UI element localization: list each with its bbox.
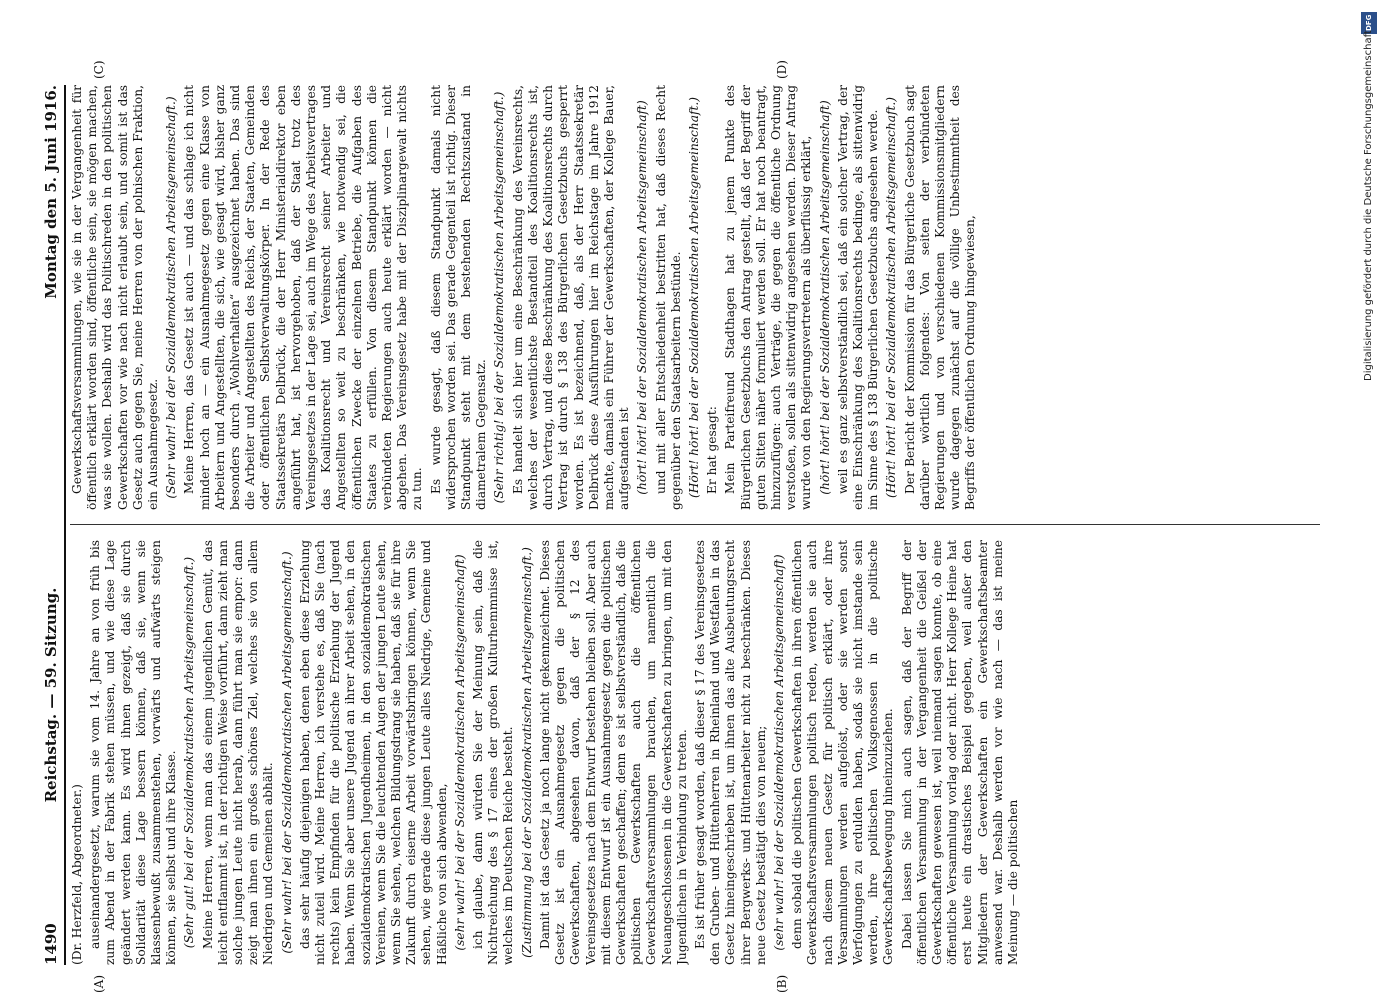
interjection: (hört! hört! bei der Sozialdemokratischen Arbeitsgemeinschaft) [817,100,832,495]
credit-text: Digitalisierung gefördert durch die Deutsche Forschungsgemeinschaft [1363,30,1374,381]
paragraph: Mein Parteifreund Stadthagen hat zu jenem Punkte des Bürgerlichen Gesetzbuchs den Antrag gestellt, daß der Begriff der guten Sitten näher formuliert werden soll. Er hat noch beantragt, hinzuzufügen: auch Verträge, die gegen die öffentliche Ordnung verstoßen, sollen als sittenwidrig angesehen werden. Dieser Antrag wurde von den Regierungsvertretern als überflüssig erklärt, [723,85,814,510]
margin-marker-b: (B) [775,974,789,993]
paragraph: Es ist früher gesagt worden, daß dieser § 17 des Vereinsgesetzes den Gruben- und Hüttenherren in Rheinland und Westfalen in das Gesetz hineingeschrieben ist, um ihnen das alte Ausbeutungsrecht ihrer Bergwerks- und Hüttenarbeiter nicht zu beschränken. Dieses neue Gesetz bestätigt dies von neuem; [692,540,768,965]
dfg-logo-text: DFG [1365,14,1373,32]
page-number: 1490 [42,923,60,965]
paragraph: auseinandergesetzt, warum sie vom 14. Jahre an von früh bis zum Abend in der Fabrik stehen müssen, und wie diese Lage geändert werden kann. Es wird ihnen gezeigt, daß sie durch Solidarität diese Lage bessern können, daß sie, wenn sie klassenbewußt zusammenstehen, vorwärts und aufwärts steigen können, sie selbst und ihre Klasse. [88,540,179,965]
paragraph: das sehr häufig diejenigen haben, denen eben diese Erziehung nicht zuteil wird. Meine Herren, ich verstehe es, daß Sie (nach rechts) kein Empfinden für die politische Erziehung der Jugend haben. Wenn Sie aber unsere Jugend an ihrer Arbeit sehen, in den sozialdemokratischen Jugendheimen, in den sozialdemokratischen Vereinen, wenn Sie die leuchtenden Augen der jungen Leute sehen, wenn Sie sehen, welchen Bildungsdrang sie haben, daß sie für ihre Zukunft durch eiserne Arbeit vorwärtsbringen können, wenn Sie sehen, wie gerade diese jungen Leute alles Niedrige, Gemeine und Häßliche von sich abwenden, [297,540,449,965]
paragraph: Der Bericht der Kommission für das Bürgerliche Gesetzbuch sagt darüber wörtlich folgendes: Von seiten der verbündeten Regierungen und von verschiedenen Kommissionsmitgliedern wurde dagegen zunächst auf die völlige Unbestimmtheit des Begriffs der öffentlichen Ordnung hingewiesen, [902,85,978,510]
interjection: (hört! hört! bei der Sozialdemokratischen Arbeitsgemeinschaft) [635,100,650,495]
page-header [40,85,64,965]
paragraph: Er hat gesagt: [705,406,720,494]
session-date: Montag den 5. Juni 1916. [42,85,60,299]
interjection: (Sehr gut! bei der Sozialdemokratischen Arbeitsgemeinschaft.) [182,556,197,949]
paragraph: denn sobald die politischen Gewerkschaften in ihren öffentlichen Gewerkschaftsversammlungen politisch reden, werden sie auch nach diesem neuen Gesetz für politisch erklärt, oder ihre Versammlungen werden aufgelöst, oder sie werden sonst Verfolgungen zu erdulden haben, sodaß sie nicht imstande sein werden, ihre politischen Volksgenossen in die politische Gewerkschaftsbewegung hineinzuziehen. [790,540,896,965]
margin-marker-a: (A) [92,974,106,993]
interjection: (Sehr wahr! bei der Sozialdemokratischen Arbeitsgemeinschaft.) [279,551,294,954]
digitization-credit [1363,10,1377,990]
document-page [40,60,1370,993]
column-divider [70,524,1320,525]
left-column [70,540,1330,965]
paragraph: ich glaube, dann würden Sie der Meinung sein, daß die Nichtreichung des § 17 eines der großen Kulturhemmnisse ist, welches im Deutschen Reiche besteht. [471,540,516,965]
interjection: (Sehr richtig! bei der Sozialdemokratischen Arbeitsgemeinschaft.) [492,91,507,504]
interjection: (Hört! hört! bei der Sozialdemokratischen Arbeitsgemeinschaft.) [686,96,701,499]
interjection: (sehr wahr! bei der Sozialdemokratischen Arbeitsgemeinschaft) [771,554,786,951]
interjection: (sehr wahr! bei der Sozialdemokratischen Arbeitsgemeinschaft) [452,554,467,951]
session-title: Reichstag. — 59. Sitzung. [42,587,60,803]
paragraph: Dabei lassen Sie mich auch sagen, daß der Begriff der öffentlichen Versammlung in der Vergangenheit die Geißel der Gewerkschaften gewesen ist, weil niemand sagen konnte, ob eine öffentliche Versammlung vorlag oder nicht. Herr Kollege Heine hat erst heute ein drastisches Beispiel gegeben, weil außer den Mitgliedern der Gewerkschaften ein Gewerkschaftsbeamter anwesend war. Deshalb werden vor wie nach — das ist meine Meinung — die politischen [899,540,1020,965]
paragraph: Es handelt sich hier um eine Beschränkung des Vereinsrechts, welches der wesentlichste Bestandteil des Koalitionsrechts ist, durch Vertrag, und diese Beschränkung des Koalitionsrechts durch Vertrag ist durch § 138 des Bürgerlichen Gesetzbuchs gesperrt worden. Es ist bezeichnend, daß, als der Herr Staatssekretär Delbrück diese Ausführungen hier im Reichstage im Jahre 1912 machte, damals ein Führer der Gewerkschaften, der Kollege Bauer, aufgestanden ist [510,85,632,510]
header-rule [64,85,66,965]
paragraph: Meine Herren, das Gesetz ist auch — und das schlage ich nicht minder hoch an — ein Ausnahmegesetz gegen eine Klasse von Arbeitern und Angestellten, die sich, wie gesagt wird, bisher ganz besonders durch „Wohlverhalten“ ausgezeichnet haben. Das sind die Arbeiter und Angestellten des Reichs, der Staaten, Gemeinden oder öffentlichen Selbstverwaltungskörper. In der Rede des Staatssekretärs Delbrück, die der Herr Ministerialdirektor eben angeführt hat, ist hervorgehoben, daß der Staat trotz des Vereinsgesetzes in der Lage sei, auch im Wege des Arbeitsvertrages das Koalitionsrecht und Vereinsrecht seiner Arbeiter und Angestellten so weit zu beschränken, wie notwendig sei, die öffentlichen Zwecke der einzelnen Betriebe, die Aufgaben des Staates zu erfüllen. Von diesem Standpunkt können die verbündeten Regierungen auch heute erklärt worden — nicht abgehen. Das Vereinsgesetz habe mit der Disziplinargewalt nichts zu tun. [182,85,425,510]
speaker-label: (Dr. Herzfeld, Abgeordneter.) [70,784,84,965]
paragraph: Damit ist das Gesetz ja noch lange nicht gekennzeichnet. Dieses Gesetz ist ein Ausnahmegesetz gegen die politischen Gewerkschaften, abgesehen davon, daß der § 12 des Vereinsgesetzes nach dem Entwurf bestehen bleiben soll. Aber auch mit diesem Entwurf ist ein Ausnahmegesetz gegen die politischen Gewerkschaften geschaffen; denn es ist selbstverständlich, daß die politischen Gewerkschaften auch die öffentlichen Gewerkschaftsversammlungen brauchen, um namentlich die Neuangeschlossenen in die Gewerkschaften zu bringen, um mit den Jugendlichen in Verbindung zu treten. [537,540,689,965]
paragraph: weil es ganz selbstverständlich sei, daß ein solcher Vertrag, der eine Einschränkung des Koalitionsrechts bedinge, als sittenwidrig im Sinne des § 138 Bürgerlichen Gesetzbuchs angesehen werde. [835,85,881,510]
paragraph: Gewerkschaftsversammlungen, wie sie in der Vergangenheit für öffentlich erklärt worden sind, öffentliche sein, sie mögen machen, was sie wollen. Deshalb wird das Politischreden in den politischen Gewerkschaften vor wie nach nicht erlaubt sein, und somit ist das Gesetz auch gegen Sie, meine Herren von der polnischen Fraktion, ein Ausnahmegesetz. [70,85,161,510]
interjection: (Zustimmung bei der Sozialdemokratischen Arbeitsgemeinschaft.) [519,547,534,958]
paragraph: Es wurde gesagt, daß diesem Standpunkt damals nicht widersprochen worden sei. Das gerade Gegenteil ist richtig. Dieser Standpunkt steht mit dem bestehenden Rechtszustand in diametralem Gegensatz. [428,85,489,510]
interjection: (Hört! hört! bei der Sozialdemokratischen Arbeitsgemeinschaft.) [884,96,899,499]
paragraph: Meine Herren, wenn man das einem jugendlichen Gemüt, das leicht entflammt ist, in der richtigen Weise vorführt, dann zieht man solche jungen Leute nicht herab, dann führt man sie empor: dann zeigt man ihnen ein großes schönes Ziel, welches sie von allem Niedrigen und Gemeinen abhält. [200,540,276,965]
paragraph: und mit aller Entschiedenheit bestritten hat, daß dieses Recht gegenüber den Staatsarbeitern bestünde. [653,85,683,510]
margin-marker-c: (C) [92,60,106,79]
interjection: (Sehr wahr! bei der Sozialdemokratischen Arbeitsgemeinschaft.) [164,96,179,499]
margin-marker-d: (D) [775,60,789,79]
right-column [70,85,1330,510]
